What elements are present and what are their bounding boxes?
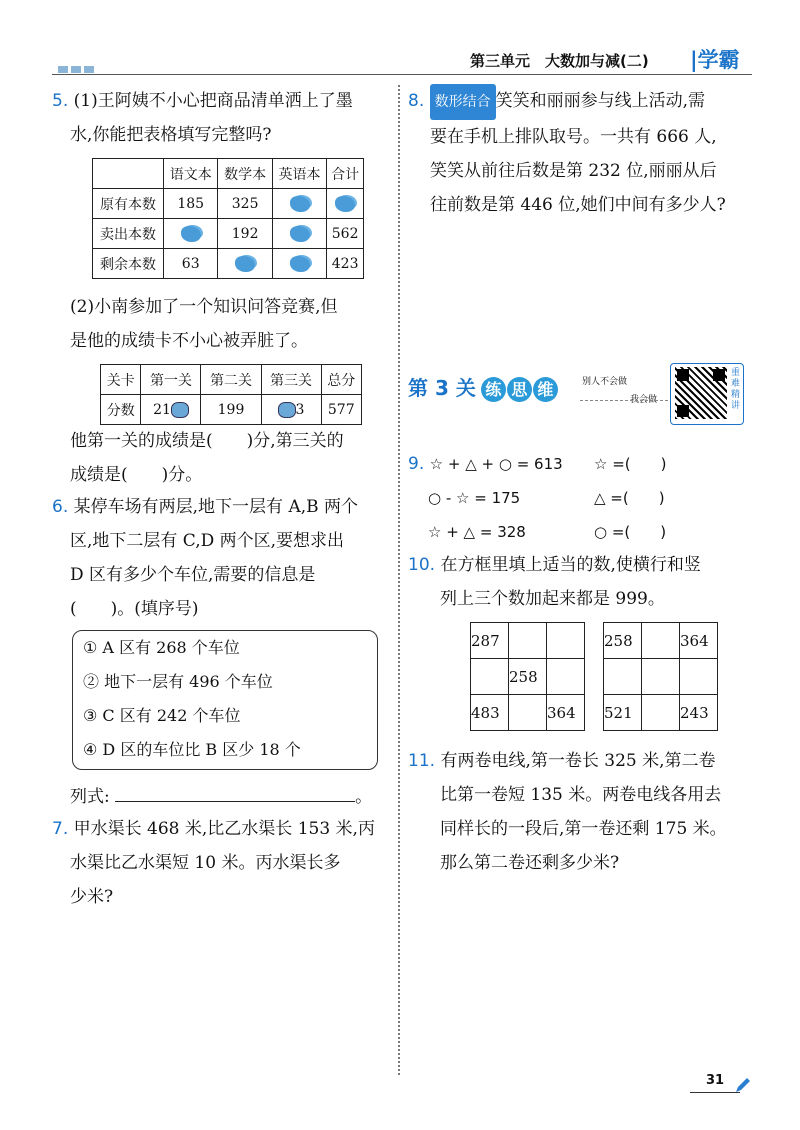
grid-cell[interactable]	[509, 623, 547, 659]
table-cell: 192	[218, 219, 272, 249]
question-7	[52, 812, 392, 914]
question-number: 10.	[408, 555, 436, 575]
grid-cell[interactable]: 364	[547, 695, 585, 731]
page-number: 31	[706, 1073, 725, 1088]
question-number: 5.	[52, 91, 69, 111]
level-note-1: 别人不会做	[582, 377, 628, 387]
pencil-icon	[734, 1076, 752, 1094]
info-item: ② 地下一层有 496 个车位	[83, 672, 273, 691]
question-number: 7.	[52, 819, 69, 839]
ink-blot-cell[interactable]	[164, 219, 218, 249]
level-title: 第 3 关	[408, 376, 476, 400]
q5-answer-line1[interactable]: 他第一关的成绩是( )分,第三关的	[70, 431, 344, 451]
ink-blot-icon	[290, 256, 310, 272]
score-third-cell[interactable]	[261, 395, 321, 425]
table-header: 第三关	[261, 365, 321, 395]
q9-equation: ☆ + △ + ○ = 613	[429, 455, 563, 473]
grid-cell[interactable]	[604, 659, 642, 695]
q7-line: 水渠比乙水渠短 10 米。丙水渠长多	[70, 853, 341, 873]
ink-blot-icon	[290, 226, 310, 242]
smudge-icon	[278, 402, 296, 418]
table-row	[101, 365, 362, 395]
brand-logo: |学霸	[690, 48, 740, 72]
ink-blot-cell[interactable]	[272, 189, 326, 219]
q5-answer	[70, 424, 395, 492]
table-cell: 423	[327, 249, 364, 279]
row-label: 原有本数	[93, 189, 164, 219]
unit-title: 第三单元 大数加与减(二)	[470, 52, 649, 70]
q9-equation: ☆ + △ = 328	[428, 523, 526, 541]
question-5	[52, 84, 392, 152]
q5-part2-line1: (2)小南参加了一个知识问答竞赛,但	[70, 297, 338, 317]
inventory-table	[92, 158, 364, 279]
q6-line: D 区有多少个车位,需要的信息是	[70, 565, 316, 585]
row-label: 分数	[101, 395, 141, 425]
level-char: 练	[481, 377, 506, 402]
grid-cell[interactable]: 483	[471, 695, 509, 731]
q6-answer-blank[interactable]: ( )。(填序号)	[70, 599, 199, 619]
formula-label: 列式:	[70, 787, 110, 807]
q11-line: 那么第二卷还剩多少米?	[440, 853, 620, 873]
row-label: 卖出本数	[93, 219, 164, 249]
level-banner	[408, 372, 559, 402]
qr-code[interactable]	[670, 363, 744, 425]
formula-input[interactable]	[115, 781, 355, 802]
qr-side-label: 重难精讲	[731, 368, 741, 411]
table-cell: 185	[164, 189, 218, 219]
q6-line: 区,地下二层有 C,D 两个区,要想求出	[70, 531, 345, 551]
level-char: 维	[533, 377, 558, 402]
table-cell: 199	[201, 395, 261, 425]
q5-part1-line1: (1)王阿姨不小心把商品清单洒上了墨	[73, 91, 353, 111]
grid-cell[interactable]	[642, 695, 680, 731]
score-card-table	[100, 364, 362, 425]
table-header: 语文本	[164, 159, 218, 189]
table-header: 第二关	[201, 365, 261, 395]
score-first-cell[interactable]	[141, 395, 201, 425]
question-number: 9.	[408, 454, 425, 474]
q7-line: 甲水渠长 468 米,比乙水渠长 153 米,丙	[73, 819, 375, 839]
table-row	[93, 249, 364, 279]
grid-cell[interactable]	[642, 659, 680, 695]
q6-line: 某停车场有两层,地下一层有 A,B 两个	[73, 497, 359, 517]
formula-end: 。	[355, 787, 373, 807]
table-row	[93, 189, 364, 219]
table-row	[93, 219, 364, 249]
table-cell: 577	[321, 395, 361, 425]
magic-square-1	[470, 622, 585, 731]
grid-cell[interactable]: 364	[680, 623, 718, 659]
table-header: 英语本	[272, 159, 326, 189]
ink-blot-icon	[235, 256, 255, 272]
q10-line: 列上三个数加起来都是 999。	[440, 589, 665, 609]
table-cell: 325	[218, 189, 272, 219]
info-item: ③ C 区有 242 个车位	[83, 706, 241, 725]
grid-cell[interactable]: 287	[471, 623, 509, 659]
table-header: 总分	[321, 365, 361, 395]
grid-cell[interactable]: 258	[604, 623, 642, 659]
table-header: 合计	[327, 159, 364, 189]
question-10	[408, 548, 758, 616]
table-cell: 63	[164, 249, 218, 279]
q11-line: 比第一卷短 135 米。两卷电线各用去	[440, 785, 722, 805]
column-divider	[398, 85, 400, 1075]
question-number: 11.	[408, 751, 436, 771]
grid-cell[interactable]	[471, 659, 509, 695]
q5-part1-line2: 水,你能把表格填写完整吗?	[70, 125, 272, 145]
q5-part2-line2: 是他的成绩卡不小心被弄脏了。	[70, 331, 308, 351]
formula-line	[70, 780, 390, 814]
q11-line: 有两卷电线,第一卷长 325 米,第二卷	[440, 751, 716, 771]
ink-blot-icon	[335, 196, 355, 212]
q9-answer-blank[interactable]: ☆ =( )	[594, 455, 667, 473]
table-header: 数学本	[218, 159, 272, 189]
magic-square-2	[603, 622, 718, 731]
q5-answer-line2[interactable]: 成绩是( )分。	[70, 465, 203, 485]
header-rule	[52, 74, 752, 75]
grid-cell[interactable]	[642, 623, 680, 659]
question-9	[408, 447, 608, 549]
question-number: 6.	[52, 497, 69, 517]
question-8	[408, 84, 758, 222]
table-cell: 562	[327, 219, 364, 249]
footer-rule	[690, 1092, 740, 1093]
row-label: 剩余本数	[93, 249, 164, 279]
level-char: 思	[507, 377, 532, 402]
q9-equation: ○ - ☆ = 175	[428, 489, 521, 507]
table-header: 关卡	[101, 365, 141, 395]
grid-cell[interactable]	[680, 659, 718, 695]
question-number: 8.	[408, 91, 425, 111]
grid-cell[interactable]: 243	[680, 695, 718, 731]
table-header: 第一关	[141, 365, 201, 395]
ink-blot-cell[interactable]	[272, 219, 326, 249]
q5-part2	[70, 290, 395, 358]
qr-code-icon	[675, 367, 727, 419]
topic-tag: 数形结合	[430, 84, 496, 120]
ink-blot-cell[interactable]	[327, 189, 364, 219]
ink-blot-cell[interactable]	[218, 249, 272, 279]
level-note-arrow	[580, 400, 668, 401]
smudge-icon	[171, 402, 189, 418]
q7-line: 少米?	[70, 887, 114, 907]
q8-line: 笑笑从前往后数是第 232 位,丽丽从后	[430, 161, 717, 181]
q8-line: 要在手机上排队取号。一共有 666 人,	[430, 127, 717, 147]
q8-line: 笑笑和丽丽参与线上活动,需	[495, 91, 706, 111]
grid-cell[interactable]	[509, 695, 547, 731]
info-box	[72, 630, 378, 770]
ink-blot-icon	[290, 196, 310, 212]
q9-answer-blank[interactable]: ○ =( )	[594, 523, 667, 541]
ink-blot-cell[interactable]	[272, 249, 326, 279]
score-third-visible: 3	[295, 401, 305, 418]
grid-cell[interactable]	[547, 623, 585, 659]
question-6	[52, 490, 392, 626]
score-first-visible: 21	[153, 401, 171, 418]
table-cell	[93, 159, 164, 189]
info-item: ④ D 区的车位比 B 区少 18 个	[83, 740, 301, 759]
grid-cell[interactable]: 258	[509, 659, 547, 695]
q11-line: 同样长的一段后,第一卷还剩 175 米。	[440, 819, 727, 839]
q8-line: 往前数是第 446 位,她们中间有多少人?	[430, 195, 726, 215]
table-row	[101, 395, 362, 425]
ink-blot-icon	[181, 226, 201, 242]
q10-line: 在方框里填上适当的数,使横行和竖	[440, 555, 701, 575]
table-row	[93, 159, 364, 189]
question-11	[408, 744, 758, 880]
q9-answers	[594, 447, 744, 549]
grid-cell[interactable]	[547, 659, 585, 695]
grid-cell[interactable]: 521	[604, 695, 642, 731]
level-note-2: 我会做	[630, 395, 658, 405]
q9-answer-blank[interactable]: △ =( )	[594, 489, 665, 507]
info-item: ① A 区有 268 个车位	[83, 638, 240, 657]
